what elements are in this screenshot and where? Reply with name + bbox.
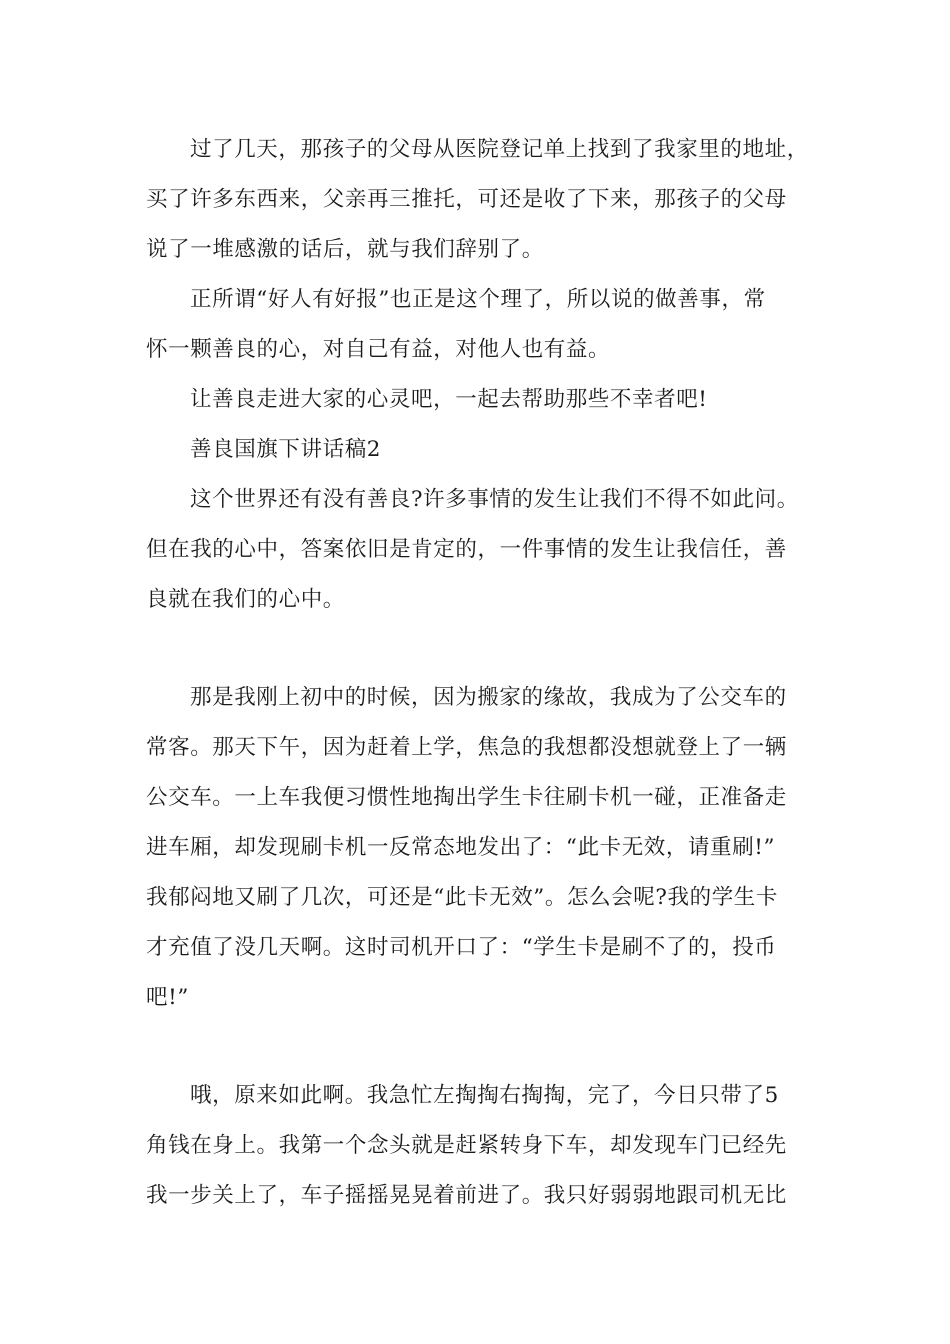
paragraph-line: 怀一颗善良的心，对自己有益，对他人也有益。	[146, 337, 611, 362]
paragraph-line: 吧!”	[146, 985, 189, 1010]
paragraph-line: 角钱在身上。我第一个念头就是赶紧转身下车，却发现车门已经先	[146, 1133, 787, 1158]
paragraph-line: 公交车。一上车我便习惯性地掏出学生卡往刷卡机一碰，正准备走	[146, 785, 787, 810]
paragraph-line: 良就在我们的心中。	[146, 587, 345, 612]
paragraph-line: 买了许多东西来，父亲再三推托，可还是收了下来，那孩子的父母	[146, 187, 787, 212]
paragraph-line: 哦，原来如此啊。我急忙左掏掏右掏掏，完了，今日只带了5	[190, 1083, 779, 1108]
paragraph-line: 我郁闷地又刷了几次，可还是“此卡无效”。怎么会呢?我的学生卡	[146, 885, 779, 910]
paragraph-line: 我一步关上了，车子摇摇晃晃着前进了。我只好弱弱地跟司机无比	[146, 1183, 787, 1208]
paragraph-line: 才充值了没几天啊。这时司机开口了：“学生卡是刷不了的，投币	[146, 935, 777, 960]
paragraph-line: 那是我刚上初中的时候，因为搬家的缘故，我成为了公交车的	[190, 685, 787, 710]
paragraph-line: 但在我的心中，答案依旧是肯定的，一件事情的发生让我信任，善	[146, 537, 787, 562]
paragraph-line: 过了几天，那孩子的父母从医院登记单上找到了我家里的地址，	[190, 137, 809, 162]
paragraph-line: 这个世界还有没有善良?许多事情的发生让我们不得不如此问。	[190, 487, 799, 512]
paragraph-line: 正所谓“好人有好报”也正是这个理了，所以说的做善事，常	[190, 287, 766, 312]
paragraph-line: 让善良走进大家的心灵吧，一起去帮助那些不幸者吧!	[190, 387, 708, 412]
section-heading: 善良国旗下讲话稿2	[190, 437, 382, 462]
paragraph-line: 说了一堆感激的话后，就与我们辞别了。	[146, 237, 544, 262]
paragraph-line: 进车厢，却发现刷卡机一反常态地发出了：“此卡无效，请重刷!”	[146, 835, 776, 860]
paragraph-line: 常客。那天下午，因为赶着上学，焦急的我想都没想就登上了一辆	[146, 735, 787, 760]
